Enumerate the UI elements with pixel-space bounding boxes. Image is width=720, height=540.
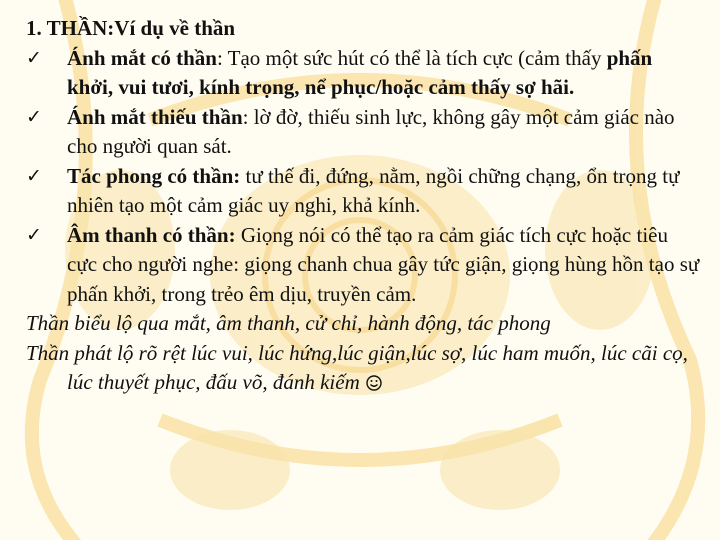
bullet-term: Tác phong có thần: [67, 163, 241, 188]
bullet-item [26, 221, 702, 310]
bullet-text: tư thế đi, đứng, nằm, ngồi chững chạng, ổn trọng tự nhiên tạo một cảm giác uy nghi, khả kính. [67, 163, 680, 217]
bullet-text: Giọng nói có thể tạo ra cảm giác tích cực hoặc tiêu cực cho người nghe: giọng chanh chua gây tức giận, giọng hùng hồn tạo sự phấn khởi, trong trẻo êm dịu, truyền cảm. [67, 222, 700, 306]
slide-heading: 1. THẦN:Ví dụ về thần [26, 16, 236, 40]
bullet-text: : lờ đờ, thiếu sinh lực, không gây một cảm giác nào cho người quan sát. [67, 104, 675, 158]
check-icon: ✓ [26, 164, 42, 187]
bullet-term: Ánh mắt có thần [67, 45, 217, 70]
bullet-text: : Tạo một sức hút có thể là tích cực (cảm thấy [216, 45, 607, 70]
check-icon: ✓ [26, 46, 42, 69]
bullet-item [26, 162, 702, 221]
slide-content [26, 14, 702, 398]
check-icon: ✓ [26, 105, 42, 128]
bullet-term: Âm thanh có thần: [67, 222, 236, 247]
bullet-item [26, 44, 702, 103]
smiley-icon [366, 375, 382, 391]
italic-summary-1: Thần biểu lộ qua mắt, âm thanh, cử chỉ, hành động, tác phong [26, 311, 551, 335]
bullet-term: Ánh mắt thiếu thần [67, 104, 243, 129]
italic-summary-2-text: Thần phát lộ rõ rệt lúc vui, lúc hứng,lúc giận,lúc sợ, lúc ham muốn, lúc cãi cọ, lúc thuyết phục, đấu võ, đánh kiếm [26, 340, 688, 394]
italic-summary-2 [26, 339, 702, 398]
bullet-text-bold: phấn khởi, vui tươi, kính trọng, nể phục/hoặc cảm thấy sợ hãi. [67, 45, 653, 99]
check-icon: ✓ [26, 223, 42, 246]
bullet-item [26, 103, 702, 162]
